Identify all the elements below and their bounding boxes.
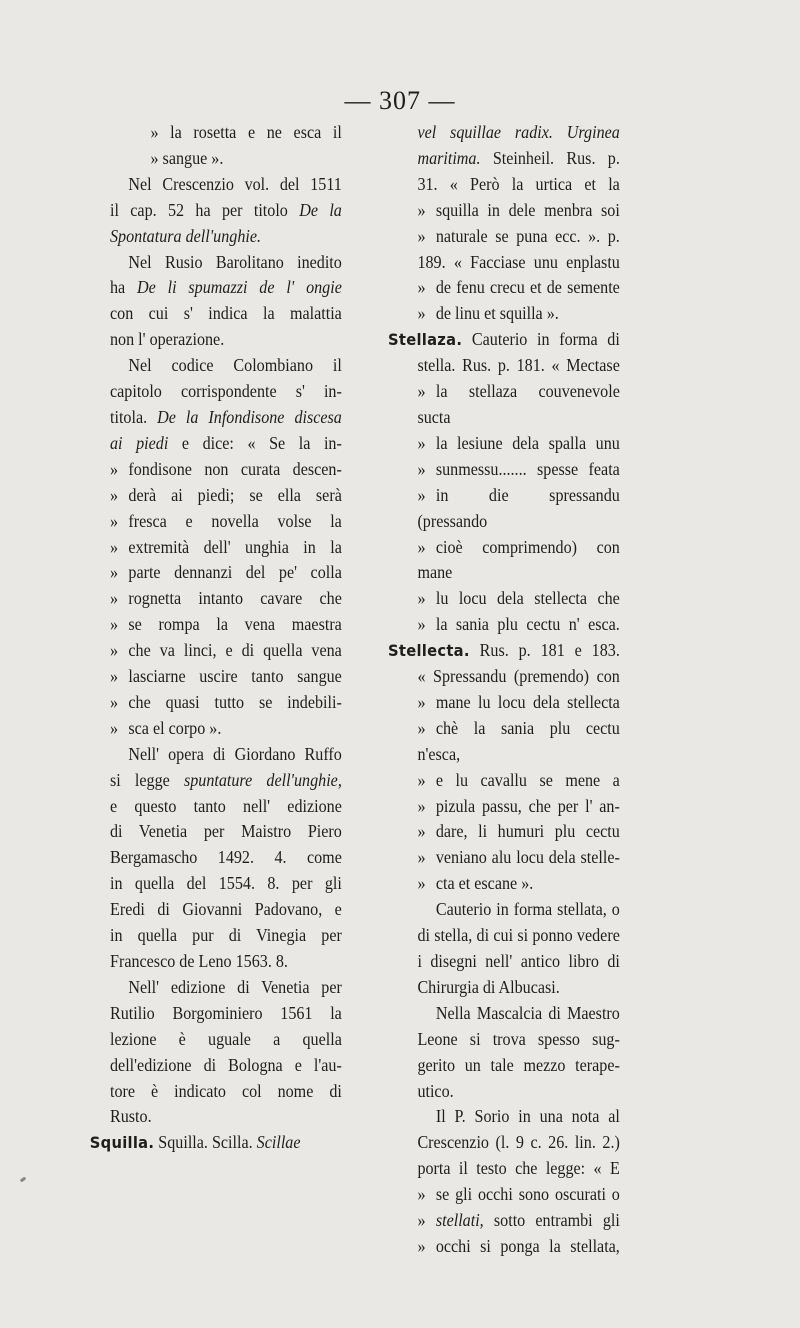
entry-heading-line: Stellaza. Cauterio in forma di (388, 329, 620, 350)
text-line: titola. De la Infondisone discesa (110, 406, 342, 427)
text-line: di Venetia per Maistro Piero (110, 821, 342, 842)
text-line: » sangue ». (150, 147, 224, 168)
text-line: » de fenu crecu et de semente (417, 277, 620, 298)
text-line: capitolo corrispondente s' in- (110, 381, 342, 402)
text-line: Eredi di Giovanni Padovano, e (110, 899, 342, 920)
text-line: gerito un tale mezzo terape- (417, 1054, 620, 1075)
page-number: — 307 — (344, 86, 456, 115)
text-line: » che quasi tutto se indebili- (110, 691, 342, 712)
text-line: 189. « Facciase unu enplastu (417, 251, 620, 272)
text-line: » parte dennanzi del pe' colla (110, 562, 342, 583)
text-line: » mane lu locu dela stellecta (417, 691, 620, 712)
text-line: non l' operazione. (110, 329, 225, 350)
text-line: vel squillae radix. Urginea (417, 122, 620, 142)
right-column (388, 120, 620, 1260)
text-line: » dare, li humuri plu cectu (417, 821, 620, 842)
text-line: Chirurgia di Albucasi. (417, 976, 560, 997)
text-line: » de linu et squilla ». (417, 303, 559, 324)
text-line: 31. « Però la urtica et la (417, 173, 620, 194)
text-line: in quella del 1554. 8. per gli (110, 873, 342, 894)
text-line: » derà ai piedi; se ella serà (110, 484, 342, 505)
text-line: il cap. 52 ha per titolo De la (110, 199, 342, 220)
text-line: » rognetta intanto cavare che (110, 588, 342, 609)
text-line: Francesco de Leno 1563. 8. (110, 951, 288, 971)
text-line: » se gli occhi sono oscurati o (417, 1184, 620, 1205)
text-line: porta il testo che legge: « E (417, 1158, 620, 1179)
text-line: Nel codice Colombiano il (128, 355, 342, 376)
text-line: » lasciarne uscire tanto sangue (110, 666, 342, 687)
text-line: Leone si trova spesso sug- (417, 1028, 620, 1049)
text-line: » cta et escane ». (417, 873, 534, 894)
text-line: Nel Rusio Barolitano inedito (128, 251, 342, 272)
entry-heading-stellecta: Stellecta. (388, 641, 470, 661)
text-line: » se rompa la vena maestra (110, 614, 342, 635)
text-line: » e lu cavallu se mene a (417, 769, 620, 790)
text-line: lezione è uguale a quella (110, 1028, 342, 1049)
left-column (89, 120, 342, 1156)
text-line: Nell' opera di Giordano Ruffo (128, 743, 342, 764)
text-line: » la lesiune dela spalla unu (417, 432, 620, 453)
text-line: Rusto. (110, 1106, 152, 1127)
text-line: Nella Mascalcia di Maestro (435, 1002, 620, 1023)
text-line: » extremità dell' unghia in la (110, 536, 342, 557)
text-line: dell'edizione di Bologna e l'au- (110, 1054, 342, 1075)
text-line: » sunmessu....... spesse feata (417, 458, 620, 479)
text-line: » occhi si ponga la stellata, (417, 1235, 620, 1256)
text-line: ai piedi e dice: « Se la in- (110, 432, 342, 453)
text-line: con cui s' indica la malattia (110, 303, 342, 324)
text-line: » chè la sania plu cectu n'esca, (417, 717, 620, 764)
text-line: » la stellaza couvenevole sucta (417, 381, 620, 427)
text-line: » cioè comprimendo) con mane (417, 536, 620, 583)
text-line: i disegni nell' antico libro di (417, 951, 620, 971)
text-line: Spontatura dell'unghie. (110, 225, 262, 246)
entry-heading-squilla: Squilla. (89, 1133, 155, 1153)
entry-heading-line: Squilla. Squilla. Scilla. Scillae (89, 1132, 301, 1153)
text-line: » che va linci, e di quella vena (110, 640, 342, 661)
text-line: stella. Rus. p. 181. « Mectase (417, 355, 620, 376)
text-line: » pizula passu, che per l' an- (417, 795, 620, 816)
text-line: e questo tanto nell' edizione (110, 795, 342, 816)
text-line: » veniano alu locu dela stelle- (417, 847, 620, 868)
text-line: maritima. Steinheil. Rus. p. (417, 147, 620, 168)
text-line: Crescenzio (l. 9 c. 26. lin. 2.) (417, 1132, 620, 1153)
text-line: » squilla in dele menbra soi (417, 199, 620, 220)
text-line: » la rosetta e ne esca il (150, 122, 342, 142)
text-line: si legge spuntature dell'unghie, (110, 769, 342, 790)
text-line: » lu locu dela stellecta che (417, 588, 620, 609)
entry-heading-stellaza: Stellaza. (388, 330, 463, 350)
text-line: di stella, di cui si ponno vedere (417, 925, 620, 946)
paper-speck (20, 1177, 27, 1183)
text-line: » in die spressandu (pressando (417, 484, 620, 531)
text-line: » fondisone non curata descen- (110, 458, 342, 479)
text-line: in quella pur di Vinegia per (110, 925, 342, 946)
text-line: Cauterio in forma stellata, o (435, 899, 620, 920)
text-line: » la sania plu cectu n' esca. (417, 614, 620, 635)
text-line: Nell' edizione di Venetia per (128, 976, 342, 997)
text-line: utico. (417, 1080, 454, 1101)
text-line: Bergamascho 1492. 4. come (110, 847, 342, 868)
text-line: Nel Crescenzio vol. del 1511 (128, 173, 342, 194)
text-line: » sca el corpo ». (110, 717, 222, 738)
text-line: tore è indicato col nome di (110, 1080, 342, 1101)
text-line: « Spressandu (premendo) con (417, 666, 620, 687)
text-line: ha De li spumazzi de l' ongie (110, 277, 342, 298)
text-line: Rutilio Borgominiero 1561 la (110, 1002, 342, 1023)
text-line: Il P. Sorio in una nota al (435, 1106, 620, 1127)
text-line: » naturale se puna ecc. ». p. (417, 225, 620, 246)
entry-heading-line: Stellecta. Rus. p. 181 e 183. (388, 640, 620, 661)
text-line: » fresca e novella volse la (110, 510, 342, 531)
text-line: » stellati, sotto entrambi gli (417, 1210, 620, 1231)
